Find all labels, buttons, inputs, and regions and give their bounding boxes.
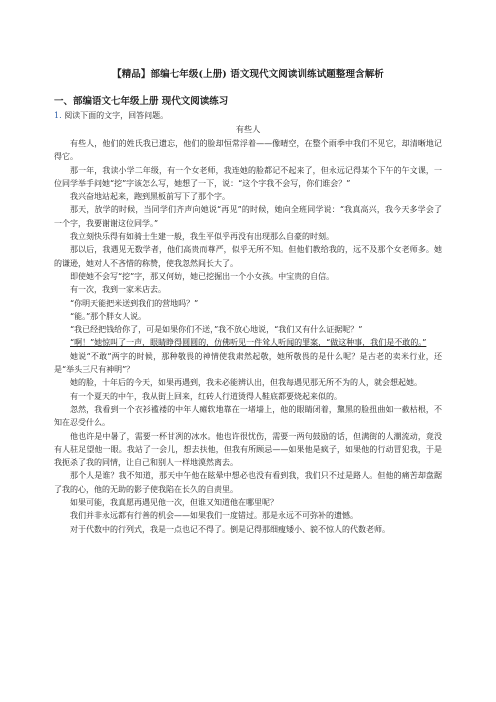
paragraph: 有一个夏天的中午，我从街上回来，红砖人行道烫得人鞋底都要烧起来似的。 [70,391,342,401]
section-heading: 一、部编语文七年级上册 现代文阅读练习 [54,96,229,107]
document-title: 【精品】部编七年级(上册) 语文现代文阅读训练试题整理含解析 [112,69,384,80]
question-number: 1. [54,111,62,120]
question-prompt [54,110,442,121]
paragraph: 有些人，他们的姓氏我已遗忘，他们的脸却恒常浮着——像晴空，在整个雨季中我们不见它，却清晰地记得它。 [54,139,442,162]
paragraph: “能。”那个胖女人说。 [70,311,147,321]
paragraph: 即使她不会写“挖”字，那又何妨，她已挖掘出一个小女孩。中宝贵的自信。 [70,271,335,281]
paragraph: 如果可能，我真愿再遇见他一次，但谁又知道他在哪里呢？ [70,498,278,508]
paragraph: 那个人是谁？我不知道，那天中午他在眩晕中想必也没有看到我，我们只不过是路人。但他的痛苦却盘踞了我的心，他的无助的影子使我陷在长久的自责里。 [54,471,442,494]
paragraph: 那一年，我读小学二年级，有一个女老师，我连她的脸都记不起来了，但永远记得某个下午的午文课，一位同学举手问她“挖”字该怎么写，她想了一下，说：“这个字我不会写，你们谁会？” [54,165,442,188]
paragraph: 那天，放学的时候，当同学们齐声向她说“再见”的时候，她向全班同学说：“我真高兴，我今天多学会了一个字，我要谢谢这位同学。” [54,205,442,228]
paragraph: 他也许是中暑了，需要一杯甘冽的冰水。他也许很忧伤，需要一两句鼓励的话，但满街的人潮流动，竟没有人驻足望他一眼。我站了一会儿，想去扶他，但我有所顾忌——如果他是疯子，如果他的行动冒犯我，于是我扼杀了我的同情，让自己和别人一样地漠然离去。 [54,431,442,468]
paragraph: 我们并非永远都有行善的机会——如果我们一度错过。那是永远不可弥补的遗憾。 [70,511,358,521]
paragraph: 那以后，我遇见无数学者，他们高贵而尊严，似乎无所不知。但他们教给我的，远不及那个女老师多。她的谦逊，她对人不吝惜的称赞，使我忽然间长大了。 [54,245,442,268]
article-body [54,137,442,536]
question-text: 阅读下面的文字，回答问题。 [64,111,169,120]
paragraph: “你明天能把米送到我们的营地吗？” [70,298,199,308]
paragraph: 我兴奋地站起来，跑到黑板前写下了那个字。 [70,192,230,202]
paragraph: 对于代数中的行列式，我是一点也记不得了。倒是记得那细瘦矮小、貌不惊人的代数老师。 [70,524,390,534]
paragraph: 有一次，我到一家米店去。 [70,285,166,295]
paragraph: 她说“不敢”两字的时候，那种敬畏的神情使我肃然起敬，她所敬畏的是什么呢？是古老的卖米行业，还是“举头三尺有神明”？ [54,351,442,375]
article-title: 有些人 [235,124,261,134]
paragraph: 我立刻快乐得有如骑士生建一般，我生平似乎再没有出现那么自豪的时刻。 [70,232,334,242]
paragraph: 她的脸，十年后的今天，如果再遇到，我未必能辨认出，但我每遇见那无所不为的人，就会想起她。 [70,378,422,388]
paragraph: “我已经把钱给你了，可是如果你们不送，”我不放心地说，“我们又有什么证据呢？” [70,325,363,335]
paragraph-underlined: “啊！”她惊叫了一声，眼睛睁得圆圆的，仿佛听见一件耸人听闻的罪案，“做这种事，我们是不敢的。” [70,338,427,348]
paragraph: 忽然，我看到一个衣衫褴褛的中年人瘫软地靠在一堵墙上，他的眼睛闭着，黧黑的脸扭曲如一截枯根，不知在忍受什么。 [54,404,442,428]
